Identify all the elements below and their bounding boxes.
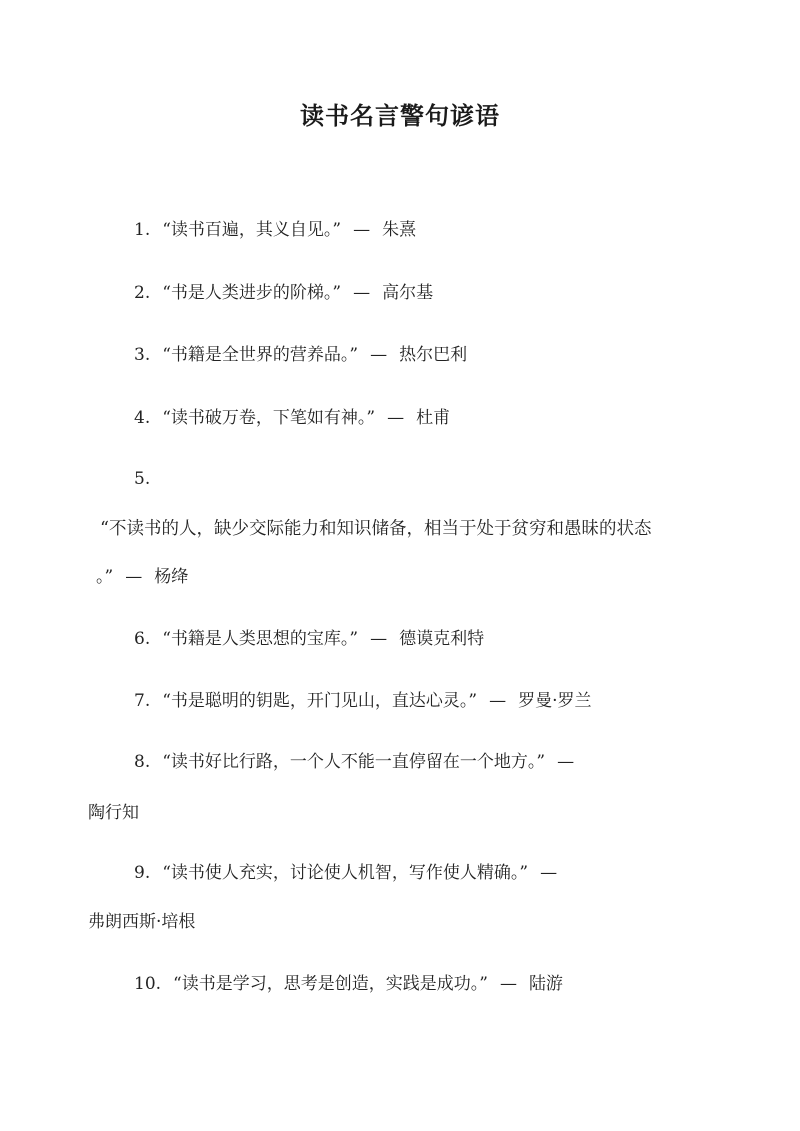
item-number: 9. [134, 863, 151, 883]
author-dash: — [499, 974, 517, 994]
author-name: 杜甫 [416, 408, 451, 428]
quote-item-7 [134, 689, 592, 713]
quote-text: “书是人类进步的阶梯。” [162, 283, 342, 303]
quote-item-3 [134, 343, 467, 367]
author-dash: — [489, 691, 507, 711]
author-dash: — [370, 345, 388, 365]
author-dash: — [540, 863, 558, 883]
quote-item-5-number [134, 467, 150, 491]
quote-text: “读书是学习，思考是创造，实践是成功。” [173, 974, 488, 994]
item-number: 5. [134, 469, 151, 489]
quote-text: “读书破万卷，下笔如有神。” [162, 408, 376, 428]
author-dash: — [353, 220, 371, 240]
author-dash: — [125, 567, 143, 587]
item-number: 10. [134, 974, 162, 994]
quote-item-9 [134, 861, 557, 885]
quote-item-10 [134, 972, 563, 996]
quote-item-5-line1 [100, 517, 651, 541]
quote-item-4 [134, 406, 450, 430]
author-name: 弗朗西斯·培根 [88, 912, 196, 932]
author-name: 杨绛 [154, 567, 189, 587]
author-dash: — [387, 408, 405, 428]
quote-text: “书是聪明的钥匙，开门见山，直达心灵。” [162, 691, 478, 711]
item-number: 6. [134, 629, 151, 649]
quote-item-6 [134, 627, 484, 651]
author-name: 朱熹 [382, 220, 417, 240]
quote-item-8-author-line [88, 801, 139, 825]
item-number: 3. [134, 345, 151, 365]
author-name: 陶行知 [88, 803, 139, 823]
quote-text: “书籍是全世界的营养品。” [162, 345, 359, 365]
quote-item-9-author-line [88, 910, 195, 934]
author-dash: — [370, 629, 388, 649]
author-name: 罗曼·罗兰 [518, 691, 592, 711]
quote-text: “不读书的人，缺少交际能力和知识储备，相当于处于贫穷和愚昧的状态 [100, 519, 652, 539]
author-name: 德谟克利特 [399, 629, 485, 649]
item-number: 7. [134, 691, 151, 711]
quote-text: “书籍是人类思想的宝库。” [162, 629, 359, 649]
quote-text: “读书使人充实，讨论使人机智，写作使人精确。” [162, 863, 529, 883]
quote-text: “读书百遍，其义自见。” [162, 220, 342, 240]
item-number: 2. [134, 283, 151, 303]
author-name: 高尔基 [382, 283, 434, 303]
author-name: 陆游 [528, 974, 563, 994]
document-title: 读书名言警句谚语 [300, 101, 500, 130]
quote-text-continued: 。” [96, 567, 114, 587]
item-number: 8. [134, 752, 151, 772]
quote-item-5-line2 [96, 565, 188, 589]
author-dash: — [557, 752, 575, 772]
author-dash: — [353, 283, 371, 303]
quote-item-8 [134, 750, 574, 774]
author-name: 热尔巴利 [399, 345, 468, 365]
quote-text: “读书好比行路，一个人不能一直停留在一个地方。” [162, 752, 546, 772]
quote-item-2 [134, 281, 433, 305]
item-number: 4. [134, 408, 151, 428]
item-number: 1. [134, 220, 151, 240]
quote-item-1 [134, 218, 416, 242]
